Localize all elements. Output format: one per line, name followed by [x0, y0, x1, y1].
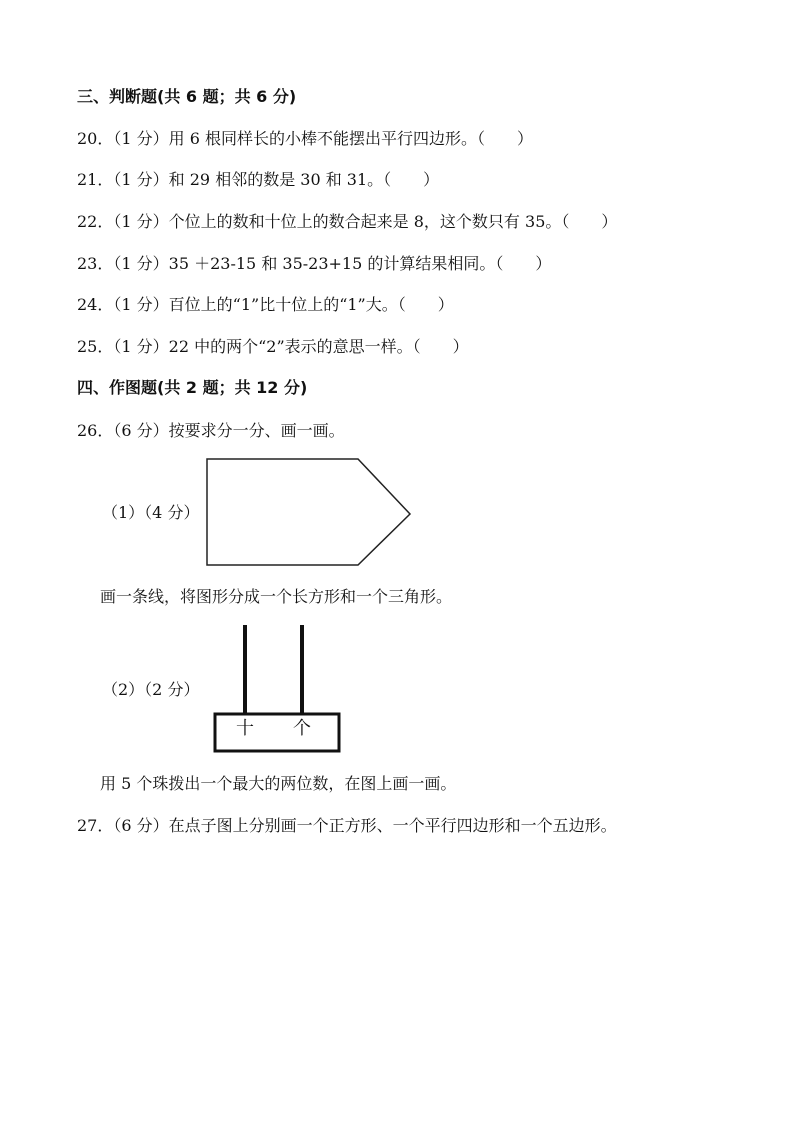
question-text: 35 ＋23-15 和 35-23+15 的计算结果相同。（ ）	[168, 254, 552, 273]
question-25	[77, 337, 469, 357]
question-text: 百位上的“1”比十位上的“1”大。（ ）	[168, 295, 454, 314]
abacus-figure	[205, 622, 350, 757]
question-number: 24．	[77, 295, 114, 314]
abacus-ones-label: 个	[293, 718, 311, 739]
question-number: 23．	[77, 254, 114, 273]
question-22	[77, 212, 617, 232]
question-text: 个位上的数和十位上的数合起来是 8，这个数只有 35。（ ）	[168, 212, 618, 231]
question-number: 26．	[77, 421, 114, 440]
section3-heading: 三、判断题(共 6 题；共 6 分)	[77, 87, 297, 106]
question-score: （1 分）	[113, 129, 169, 148]
abacus-tens-label: 十	[236, 718, 254, 739]
abacus-frame	[215, 714, 339, 751]
question-score: （1 分）	[113, 212, 169, 231]
question-23	[77, 254, 551, 274]
question-24	[77, 295, 454, 315]
question-score: （6 分）	[113, 421, 169, 440]
question-text: 在点子图上分别画一个正方形、一个平行四边形和一个五边形。	[168, 816, 617, 835]
question-number: 27．	[77, 816, 114, 835]
part1-instruction: 画一条线，将图形分成一个长方形和一个三角形。	[100, 587, 453, 606]
question-number: 25．	[77, 337, 114, 356]
question-number: 21．	[77, 170, 114, 189]
question-score: （1 分）	[113, 337, 169, 356]
question-27	[77, 816, 617, 836]
question-text: 和 29 相邻的数是 30 和 31。（ ）	[168, 170, 440, 189]
question-text: 22 中的两个“2”表示的意思一样。（ ）	[168, 337, 469, 356]
question-text: 按要求分一分、画一画。	[168, 421, 345, 440]
question-score: （1 分）	[113, 170, 169, 189]
question-score: （1 分）	[113, 254, 169, 273]
question-26	[77, 421, 345, 441]
question-20	[77, 129, 533, 149]
pentagon-figure	[200, 452, 420, 572]
section4-heading: 四、作图题(共 2 题；共 12 分)	[77, 378, 308, 397]
question-score: （6 分）	[113, 816, 169, 835]
part1-label: （1）（4 分）	[102, 503, 200, 522]
part2-instruction: 用 5 个珠拨出一个最大的两位数，在图上画一画。	[100, 774, 457, 793]
question-number: 20．	[77, 129, 114, 148]
question-21	[77, 170, 439, 190]
part2-label: （2）（2 分）	[102, 680, 200, 699]
question-score: （1 分）	[113, 295, 169, 314]
question-number: 22．	[77, 212, 114, 231]
question-text: 用 6 根同样长的小棒不能摆出平行四边形。（ ）	[168, 129, 534, 148]
